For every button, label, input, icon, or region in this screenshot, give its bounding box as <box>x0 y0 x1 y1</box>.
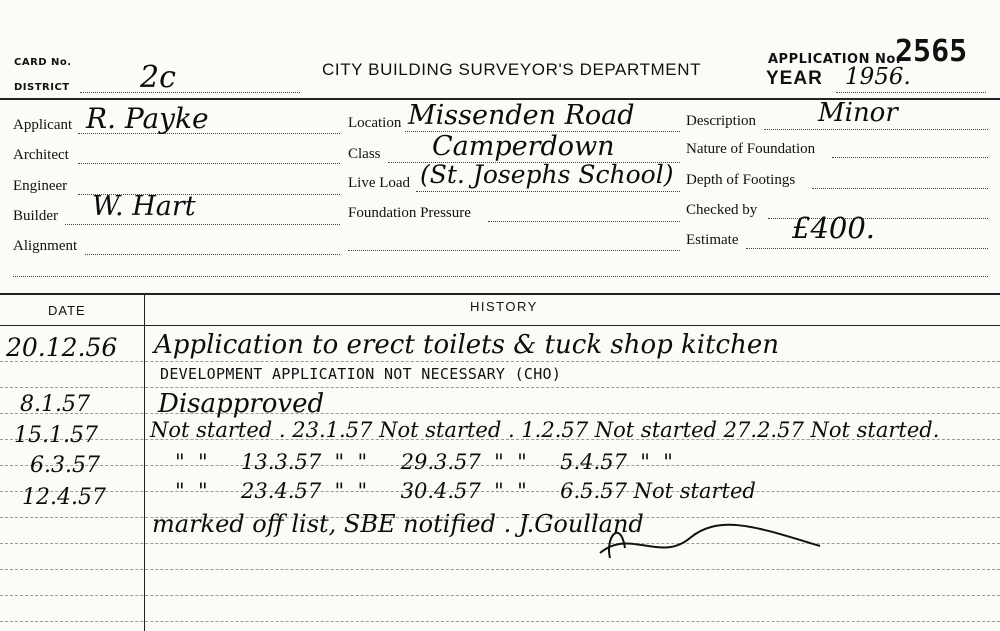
ruled-line <box>0 569 1000 570</box>
history-date: 15.1.57 <box>14 423 98 448</box>
nature-of-foundation-label: Nature of Foundation <box>686 141 816 157</box>
ruled-line <box>0 361 1000 362</box>
year-line <box>836 92 986 93</box>
date-header: DATE <box>48 303 86 318</box>
history-date: 12.4.57 <box>22 485 106 510</box>
builder-line <box>65 224 340 225</box>
application-no-value: 2565 <box>895 34 968 69</box>
fields-bottom-line <box>13 276 988 277</box>
history-header-divider <box>0 325 1000 326</box>
district-label: DISTRICT <box>14 82 70 93</box>
year-value: 1956. <box>845 64 911 90</box>
district-line <box>80 92 300 93</box>
estimate-value: £400. <box>792 211 876 245</box>
estimate-line <box>746 248 988 249</box>
depth-of-footings-label: Depth of Footings <box>686 172 796 188</box>
ruled-line <box>0 543 1000 544</box>
ruled-line <box>0 621 1000 622</box>
live-load-line <box>416 191 680 192</box>
application-no-label: APPLICATION No. <box>768 52 902 67</box>
middle-blank-line <box>348 250 680 251</box>
history-column-divider <box>144 294 145 631</box>
engineer-label: Engineer <box>13 178 68 194</box>
description-line <box>764 129 988 130</box>
builder-label: Builder <box>13 208 58 224</box>
location-value: Missenden Road <box>408 100 635 131</box>
foundation-pressure-label: Foundation Pressure <box>348 205 471 221</box>
nature-of-foundation-line <box>832 157 988 158</box>
checked-by-label: Checked by <box>686 202 758 218</box>
ruled-line <box>0 595 1000 596</box>
live-load-value: (St. Josephs School) <box>420 160 674 189</box>
ruled-line <box>0 413 1000 414</box>
builder-value: W. Hart <box>92 191 196 222</box>
class-value: Camperdown <box>432 131 615 162</box>
estimate-label: Estimate <box>686 232 739 248</box>
year-label: YEAR <box>766 68 823 89</box>
location-label: Location <box>348 115 402 131</box>
history-top-divider <box>0 293 1000 295</box>
depth-of-footings-line <box>812 188 988 189</box>
history-entry: Disapproved <box>158 389 325 419</box>
history-header: HISTORY <box>470 299 538 314</box>
architect-label: Architect <box>13 147 69 163</box>
description-label: Description <box>686 113 756 129</box>
history-stamp: DEVELOPMENT APPLICATION NOT NECESSARY (CHO) <box>160 365 562 383</box>
department-title: CITY BUILDING SURVEYOR'S DEPARTMENT <box>322 60 702 79</box>
ruled-line <box>0 387 1000 388</box>
foundation-pressure-line <box>488 221 680 222</box>
alignment-label: Alignment <box>13 238 78 254</box>
history-entry: " " 13.3.57 " " 29.3.57 " " 5.4.57 " " <box>175 450 673 474</box>
architect-line <box>78 163 340 164</box>
history-entry: marked off list, SBE notified . J.Goulland <box>152 510 644 538</box>
signature-flourish-icon <box>590 508 830 568</box>
live-load-label: Live Load <box>348 175 411 191</box>
history-date: 8.1.57 <box>20 392 90 417</box>
history-date: 6.3.57 <box>30 453 100 478</box>
alignment-line <box>85 254 340 255</box>
history-date: 20.12.56 <box>6 333 118 362</box>
history-entry: Application to erect toilets & tuck shop kitchen <box>154 330 779 360</box>
applicant-label: Applicant <box>13 117 73 133</box>
history-entry: Not started . 23.1.57 Not started . 1.2.57 Not started 27.2.57 Not started. <box>150 418 940 442</box>
applicant-value: R. Payke <box>86 102 209 135</box>
description-value: Minor <box>818 98 898 128</box>
history-entry: " " 23.4.57 " " 30.4.57 " " 6.5.57 Not started <box>175 479 756 503</box>
district-value: 2c <box>140 60 176 95</box>
card-no-label: CARD No. <box>14 57 72 68</box>
class-label: Class <box>348 146 381 162</box>
